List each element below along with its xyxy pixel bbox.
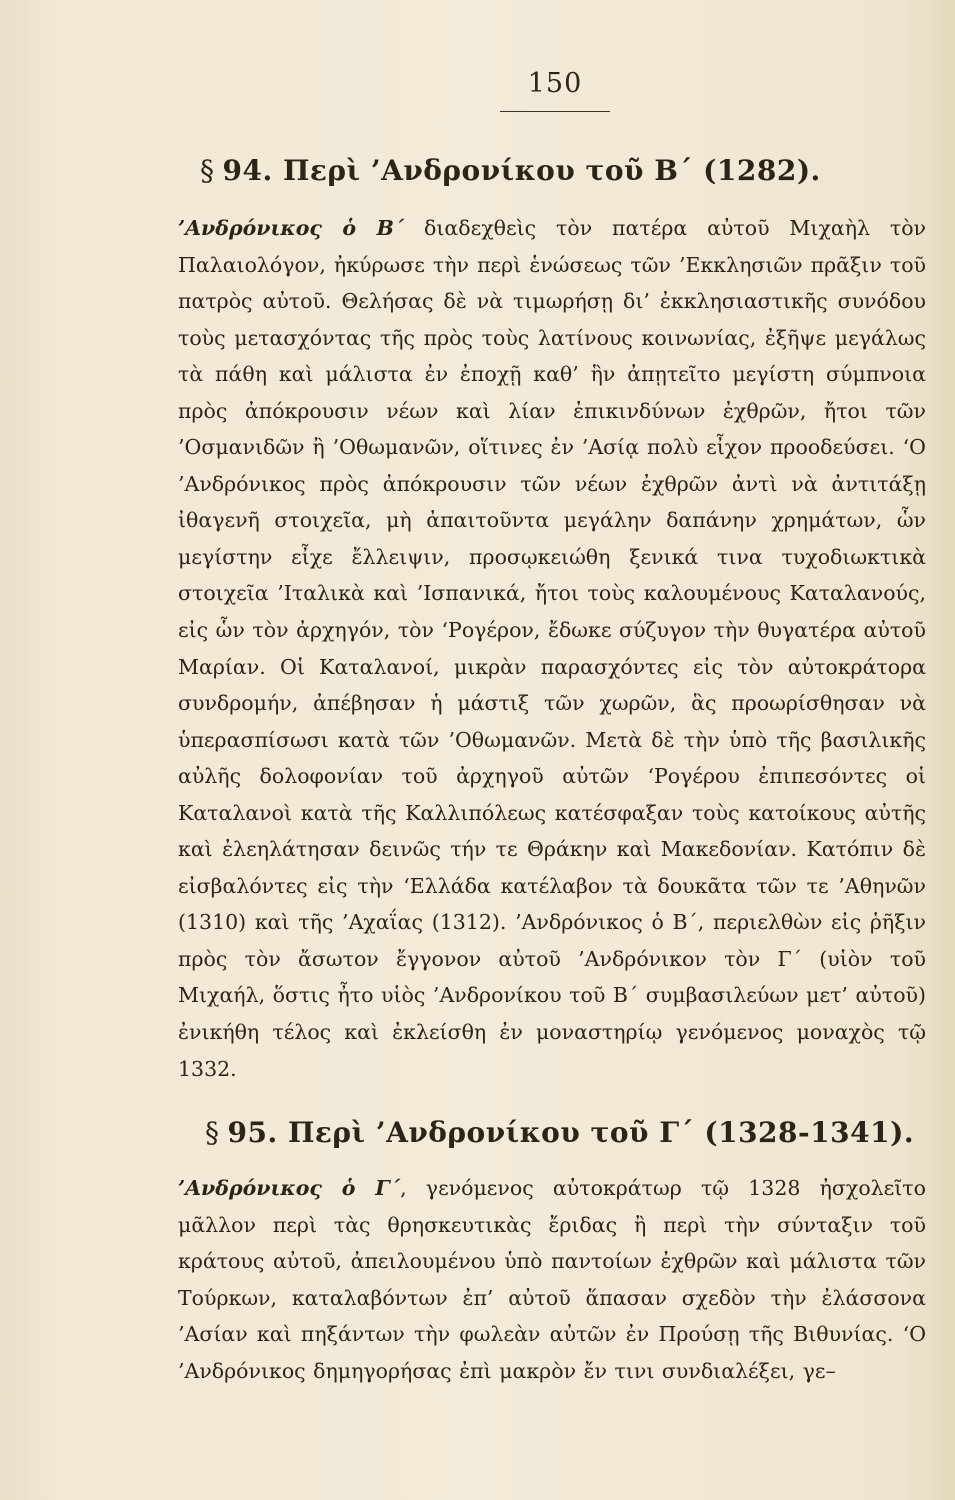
section-94-paragraph [178,210,926,1087]
section-95-lead: ’Ανδρόνικος ὁ Γ΄ [178,1176,401,1200]
section-94-lead: ’Ανδρόνικος ὁ Β΄ [178,216,405,240]
section-95-title: 95. Περὶ ’Ανδρονίκου τοῦ Γ΄ (1328-1341). [227,1116,915,1149]
section-94-heading [200,154,930,187]
section-symbol: § [200,154,215,187]
section-94-title: 94. Περὶ ’Ανδρονίκου τοῦ Β΄ (1282). [222,154,821,187]
section-symbol: § [205,1116,220,1149]
page-number: 150 [527,68,583,99]
section-95-paragraph [178,1170,926,1389]
page-number-rule [500,111,610,112]
section-94-text: διαδεχθεὶς τὸν πατέρα αὐτοῦ Μιχαὴλ τὸν Παλαιολόγον, ἠκύρωσε τὴν περὶ ἑνώσεως τῶν ’Εκκλησιῶν πρᾶξιν τοῦ πατρὸς αὐτοῦ. Θελήσας δὲ νὰ τιμωρήσῃ δι’ ἐκκλησιαστικῆς συνόδου τοὺς μετασχόντας τῆς πρὸς τοὺς λατίνους κοινωνίας, ἐξῆψε μεγάλως τὰ πάθη καὶ μάλιστα ἐν ἐποχῇ καθ’ ἣν ἀπῃτεῖτο μεγίστη σύμπνοια πρὸς ἀπόκρουσιν νέων καὶ λίαν ἐπικινδύνων ἐχθρῶν, ἤτοι τῶν ’Οσμανιδῶν ἢ ’Οθωμανῶν, οἵτινες ἐν ’Ασίᾳ πολὺ εἶχον προοδεύσει. ‘Ο ’Ανδρόνικος πρὸς ἀπόκρουσιν τῶν νέων ἐχθρῶν ἀντὶ νὰ ἀντιτάξῃ ἰθαγενῆ στοιχεῖα, μὴ ἀπαιτοῦντα μεγάλην δαπάνην χρημάτων, ὧν μεγίστην εἶχε ἔλλειψιν, προσῳκειώθη ξενικά τινα τυχοδιωκτικὰ στοιχεῖα ’Ιταλικὰ καὶ ’Ισπανικά, ἤτοι τοὺς καλουμένους Καταλανούς, εἰς ὧν τὸν ἀρχηγόν, τὸν ‘Ρογέρον, ἔδωκε σύζυγον τὴν θυγατέρα αὐτοῦ Μαρίαν. Οἱ Καταλανοί, μικρὰν παρασχόντες εἰς τὸν αὐτοκράτορα συνδρομήν, ἀπέβησαν ἡ μάστιξ τῶν χωρῶν, ἃς προωρίσθησαν νὰ ὑπερασπίσωσι κατὰ τῶν ’Οθωμανῶν. Μετὰ δὲ τὴν ὑπὸ τῆς βασιλικῆς αὐλῆς δολοφονίαν τοῦ ἀρχηγοῦ αὐτῶν ‘Ρογέρου ἐπιπεσόντες οἱ Καταλανοὶ κατὰ τῆς Καλλιπόλεως κατέσφαξαν τοὺς κατοίκους αὐτῆς καὶ ἐλεηλάτησαν δεινῶς τήν τε Θράκην καὶ Μακεδονίαν. Κατόπιν δὲ εἰσβαλόντες εἰς τὴν ‘Ελλάδα κατέλαβον τὰ δουκᾶτα τῶν τε ’Αθηνῶν (1310) καὶ τῆς ’Αχαΐας (1312). ’Ανδρόνικος ὁ Β΄, περιελθὼν εἰς ῥῆξιν πρὸς τὸν ἄσωτον ἔγγονον αὐτοῦ ’Ανδρόνικον τὸν Γ΄ (υἱὸν τοῦ Μιχαήλ, ὅστις ἦτο υἱὸς ’Ανδρονίκου τοῦ Β΄ συμβασιλεύων μετ’ αὐτοῦ) ἐνικήθη τέλος καὶ ἐκλείσθη ἐν μοναστηρίῳ γενόμενος μοναχὸς τῷ 1332. [178,216,927,1081]
section-95-text: , γενόμενος αὐτοκράτωρ τῷ 1328 ἠσχολεῖτο μᾶλλον περὶ τὰς θρησκευτικὰς ἔριδας ἢ περὶ τὴν σύνταξιν τοῦ κράτους αὐτοῦ, ἀπειλουμένου ὑπὸ παντοίων ἐχθρῶν καὶ μάλιστα τῶν Τούρκων, καταλαβόντων ἐπ’ αὐτοῦ ἅπασαν σχεδὸν τὴν ἐλάσσονα ’Ασίαν καὶ πηξάντων τὴν φωλεὰν αὐτῶν ἐν Προύσῃ τῆς Βιθυνίας. ‘Ο ’Ανδρόνικος δημηγορήσας ἐπὶ μακρὸν ἔν τινι συνδιαλέξει, γε– [178,1176,926,1383]
section-95-heading [205,1116,935,1149]
